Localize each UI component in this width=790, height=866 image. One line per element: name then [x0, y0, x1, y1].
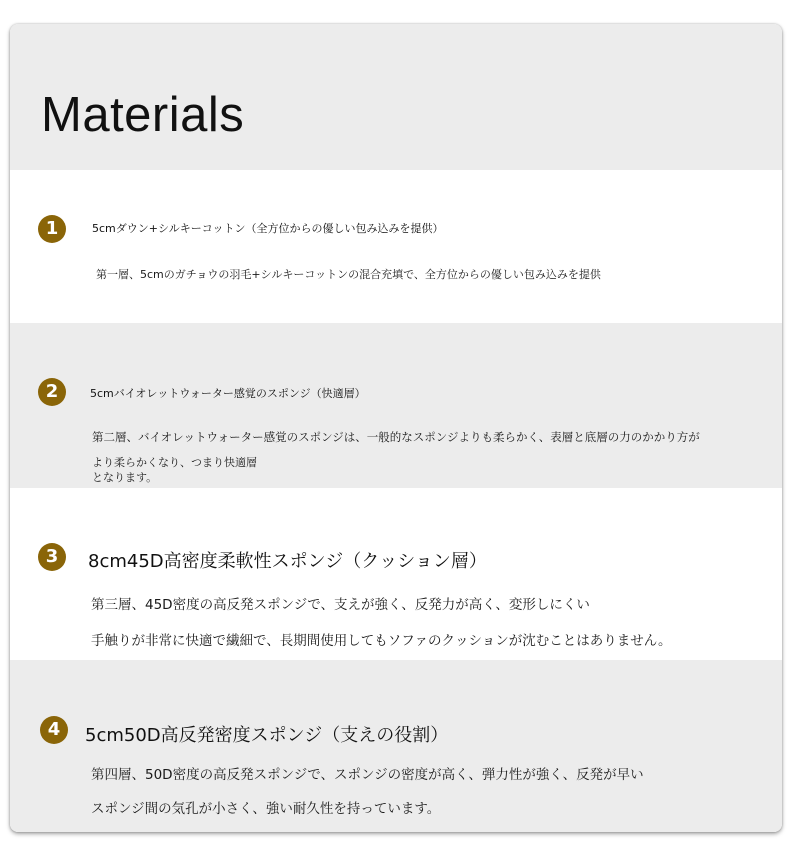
- section-4-line-1: 第四層、50D密度の高反発スポンジで、スポンジの密度が高く、弾力性が強く、反発が早い: [91, 767, 644, 783]
- section-heading-3: 8cm45D高密度柔軟性スポンジ（クッション層）: [88, 551, 487, 572]
- header-band: [10, 24, 782, 170]
- material-section-2: [10, 323, 782, 488]
- number-badge-1: 1: [38, 215, 66, 243]
- section-3-line-2: 手触りが非常に快適で繊細で、長期間使用してもソファのクッションが沈むことはありません。: [91, 633, 672, 649]
- number-badge-4: 4: [40, 716, 68, 744]
- material-section-1: [10, 170, 782, 323]
- section-1-line-1: 第一層、5cmのガチョウの羽毛+シルキーコットンの混合充填で、全方位からの優しい包み込みを提供: [96, 268, 601, 281]
- number-badge-2: 2: [38, 378, 66, 406]
- section-heading-4: 5cm50D高反発密度スポンジ（支えの役割）: [85, 725, 449, 746]
- material-section-4: [10, 660, 782, 832]
- section-4-line-2: スポンジ間の気孔が小さく、強い耐久性を持っています。: [91, 801, 441, 817]
- page-title: Materials: [41, 88, 245, 142]
- section-heading-2: 5cmバイオレットウォーター感覚のスポンジ（快適層）: [90, 387, 366, 400]
- section-2-line-1: 第二層、バイオレットウォーター感覚のスポンジは、一般的なスポンジよりも柔らかく、表層と底層の力のかかり方が: [92, 430, 700, 444]
- section-3-line-1: 第三層、45D密度の高反発スポンジで、支えが強く、反発力が高く、変形しにくい: [91, 597, 590, 613]
- materials-card: [10, 24, 782, 832]
- section-heading-1: 5cmダウン+シルキーコットン（全方位からの優しい包み込みを提供）: [92, 222, 444, 235]
- section-2-line-2: より柔らかくなり、つまり快適層 となります。: [92, 456, 257, 484]
- number-badge-3: 3: [38, 543, 66, 571]
- material-section-3: [10, 488, 782, 660]
